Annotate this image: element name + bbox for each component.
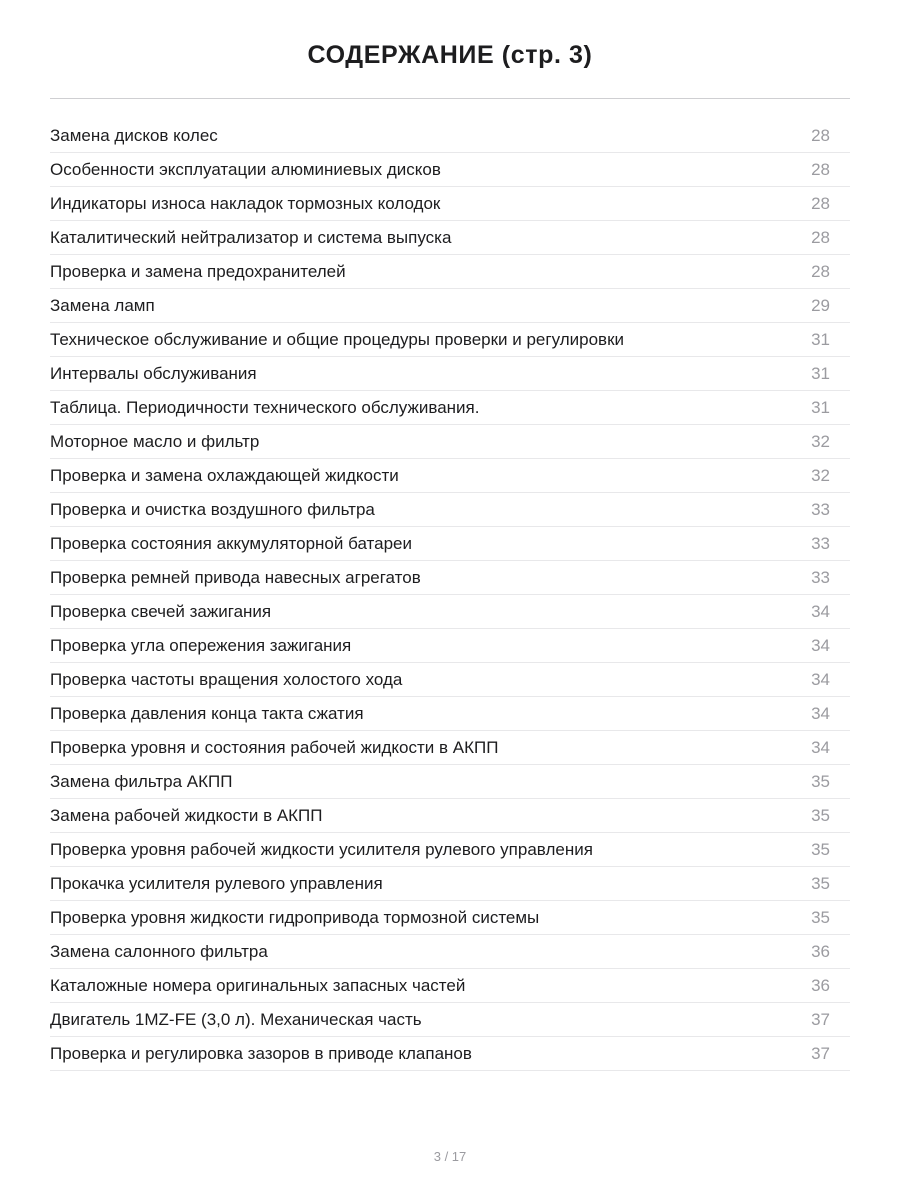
- toc-entry-label: Замена дисков колес: [50, 126, 218, 145]
- toc-entry-page: 34: [811, 738, 830, 757]
- toc-entry-page: 35: [811, 772, 830, 791]
- toc-entry-page: 35: [811, 874, 830, 893]
- toc-row: [50, 187, 850, 221]
- toc-entry-label: Техническое обслуживание и общие процедуры проверки и регулировки: [50, 330, 625, 349]
- toc-row: [50, 459, 850, 493]
- toc-row: [50, 765, 850, 799]
- toc-row: [50, 799, 850, 833]
- toc-entry-label: Интервалы обслуживания: [50, 364, 257, 383]
- toc-entry-label: Проверка частоты вращения холостого хода: [50, 670, 403, 689]
- toc-row: [50, 1037, 850, 1071]
- toc-entry-label: Замена салонного фильтра: [50, 942, 268, 961]
- toc-entry-page: 34: [811, 602, 830, 621]
- toc-entry-label: Двигатель 1MZ-FE (3,0 л). Механическая часть: [50, 1010, 422, 1029]
- toc-row: [50, 731, 850, 765]
- toc-entry-page: 37: [811, 1044, 830, 1063]
- toc-row: [50, 697, 850, 731]
- page-number-indicator: 3 / 17: [433, 1149, 467, 1164]
- toc-row: [50, 289, 850, 323]
- toc-entry-label: Таблица. Периодичности технического обслуживания.: [50, 398, 480, 417]
- toc-entry-page: 34: [811, 636, 830, 655]
- toc-entry-page: 35: [811, 908, 830, 927]
- toc-entry-page: 35: [811, 840, 830, 859]
- toc-entry-label: Проверка уровня рабочей жидкости усилителя рулевого управления: [50, 840, 593, 859]
- toc-entry-label: Проверка уровня и состояния рабочей жидкости в АКПП: [50, 738, 499, 757]
- toc-row: [50, 833, 850, 867]
- header-divider: [50, 98, 850, 99]
- toc-entry-label: Замена рабочей жидкости в АКПП: [50, 806, 323, 825]
- toc-entry-page: 33: [811, 568, 830, 587]
- toc-entry-label: Проверка и замена предохранителей: [50, 262, 346, 281]
- toc-entry-label: Моторное масло и фильтр: [50, 432, 260, 451]
- toc-entry-label: Проверка уровня жидкости гидропривода тормозной системы: [50, 908, 540, 927]
- toc-entry-page: 32: [811, 432, 830, 451]
- toc-entry-label: Особенности эксплуатации алюминиевых дисков: [50, 160, 441, 179]
- toc-entry-page: 28: [811, 262, 830, 281]
- toc-row: [50, 629, 850, 663]
- toc-entry-label: Проверка состояния аккумуляторной батареи: [50, 534, 412, 553]
- toc-entry-label: Замена ламп: [50, 296, 155, 315]
- toc-row: [50, 493, 850, 527]
- toc-entry-label: Каталитический нейтрализатор и система выпуска: [50, 228, 452, 247]
- toc-row: [50, 901, 850, 935]
- toc-entry-page: 31: [811, 398, 830, 417]
- page-title: СОДЕРЖАНИЕ (стр. 3): [307, 41, 593, 69]
- toc-entry-page: 31: [811, 330, 830, 349]
- toc-row: [50, 969, 850, 1003]
- toc-entry-label: Проверка угла опережения зажигания: [50, 636, 352, 655]
- toc-row: [50, 391, 850, 425]
- toc-entry-label: Проверка свечей зажигания: [50, 602, 272, 621]
- toc-entry-page: 34: [811, 704, 830, 723]
- toc-entry-page: 28: [811, 228, 830, 247]
- toc-entry-page: 35: [811, 806, 830, 825]
- toc-entry-page: 33: [811, 500, 830, 519]
- toc-entry-label: Каталожные номера оригинальных запасных частей: [50, 976, 466, 995]
- toc-row: [50, 425, 850, 459]
- toc-entry-page: 28: [811, 126, 830, 145]
- toc-entry-label: Проверка и очистка воздушного фильтра: [50, 500, 375, 519]
- toc-row: [50, 323, 850, 357]
- toc-list: [50, 119, 850, 1071]
- toc-entry-page: 32: [811, 466, 830, 485]
- toc-entry-page: 28: [811, 194, 830, 213]
- toc-entry-page: 34: [811, 670, 830, 689]
- toc-entry-page: 29: [811, 296, 830, 315]
- toc-entry-page: 36: [811, 976, 830, 995]
- toc-row: [50, 561, 850, 595]
- toc-row: [50, 1003, 850, 1037]
- toc-entry-label: Проверка и замена охлаждающей жидкости: [50, 466, 399, 485]
- toc-entry-page: 31: [811, 364, 830, 383]
- toc-entry-page: 36: [811, 942, 830, 961]
- toc-row: [50, 663, 850, 697]
- toc-entry-label: Проверка давления конца такта сжатия: [50, 704, 364, 723]
- toc-row: [50, 255, 850, 289]
- toc-row: [50, 221, 850, 255]
- toc-row: [50, 595, 850, 629]
- toc-entry-page: 28: [811, 160, 830, 179]
- toc-entry-label: Индикаторы износа накладок тормозных колодок: [50, 194, 441, 213]
- toc-row: [50, 153, 850, 187]
- toc-row: [50, 527, 850, 561]
- toc-row: [50, 867, 850, 901]
- toc-entry-label: Проверка и регулировка зазоров в приводе клапанов: [50, 1044, 472, 1063]
- toc-row: [50, 357, 850, 391]
- toc-entry-label: Замена фильтра АКПП: [50, 772, 233, 791]
- toc-row: [50, 935, 850, 969]
- toc-entry-label: Проверка ремней привода навесных агрегатов: [50, 568, 421, 587]
- toc-entry-page: 37: [811, 1010, 830, 1029]
- toc-row: [50, 119, 850, 153]
- toc-entry-page: 33: [811, 534, 830, 553]
- toc-entry-label: Прокачка усилителя рулевого управления: [50, 874, 383, 893]
